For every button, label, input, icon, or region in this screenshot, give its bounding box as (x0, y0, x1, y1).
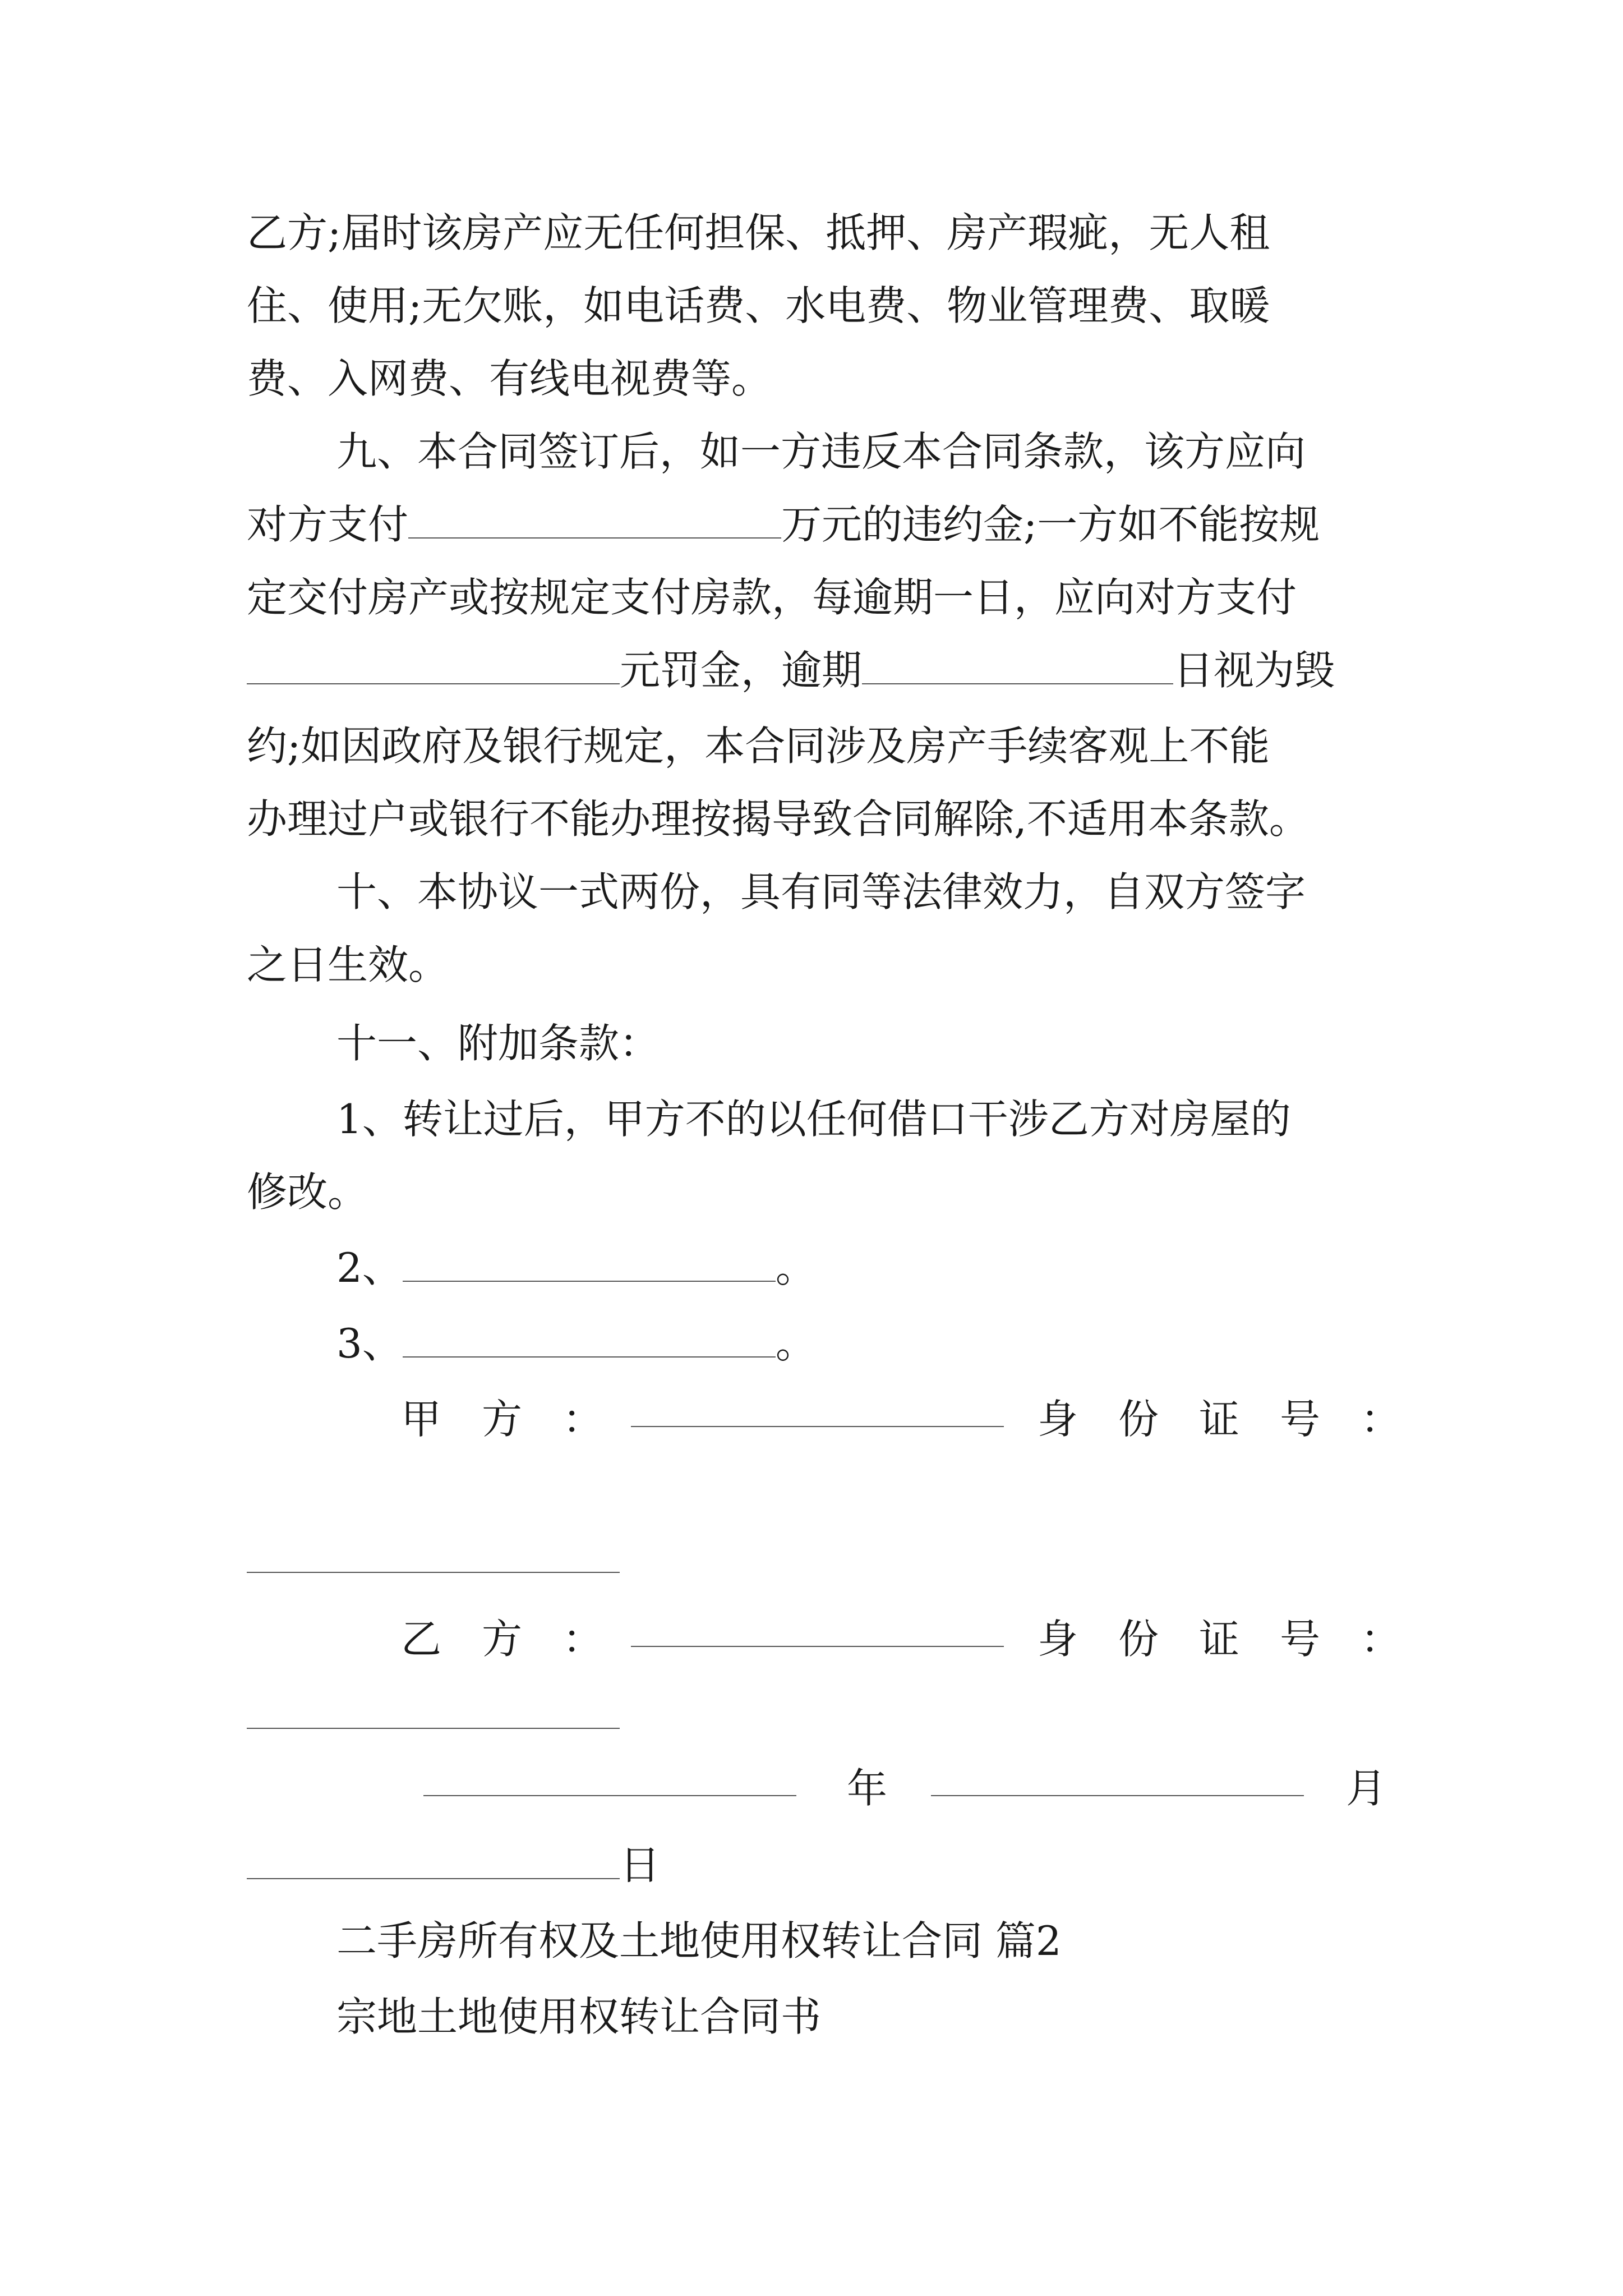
day-line (247, 1837, 660, 1893)
party-b-id-blank[interactable] (247, 1727, 620, 1729)
paragraph-line: 定交付房产或按规定支付房款，每逾期一日，应向对方支付 (247, 574, 1297, 621)
paragraph-line: 之日生效。 (247, 941, 449, 988)
text-segment: 。 (775, 1244, 816, 1291)
paragraph-line: 住、使用;无欠账，如电话费、水电费、物业管理费、取暖 (247, 282, 1270, 329)
fill-in-blank[interactable] (862, 648, 1173, 684)
month-label: 月 (1346, 1765, 1387, 1812)
fill-in-blank[interactable] (247, 648, 620, 684)
text-segment: 元罚金，逾期 (620, 647, 863, 694)
id-number-label: 身 份 证 号 ： (1038, 1616, 1401, 1663)
text-segment: 万元的违约金;一方如不能按规 (781, 501, 1320, 548)
party-a-label: 甲 方 ： (401, 1396, 603, 1443)
fill-in-blank[interactable] (408, 503, 781, 539)
additional-term-1: 1、转让过后，甲方不的以任何借口干涉乙方对房屋的 (336, 1096, 1291, 1143)
party-b-signature-row (247, 1611, 1401, 1667)
day-blank[interactable] (247, 1843, 620, 1879)
party-b-label: 乙 方 ： (401, 1616, 603, 1663)
text-segment: 3、 (336, 1320, 403, 1367)
fill-in-blank[interactable] (403, 1322, 776, 1358)
fill-in-blank[interactable] (403, 1246, 776, 1282)
text-segment: 2、 (336, 1244, 403, 1291)
paragraph-line: 办理过户或银行不能办理按揭导致合同解除,不适用本条款。 (247, 795, 1310, 843)
clause-10-line: 十、本协议一式两份，具有同等法律效力，自双方签字 (336, 868, 1306, 915)
paragraph-line: 修改。 (247, 1168, 368, 1216)
paragraph-line (247, 642, 1335, 698)
year-label: 年 (847, 1765, 888, 1812)
clause-9-line: 九、本合同签订后，如一方违反本合同条款，该方应向 (336, 428, 1306, 475)
month-blank[interactable] (931, 1760, 1304, 1796)
additional-term-3 (336, 1315, 816, 1372)
text-segment: 。 (775, 1320, 816, 1367)
paragraph-line: 约;如因政府及银行规定，本合同涉及房产手续客观上不能 (247, 723, 1270, 770)
day-label: 日 (620, 1842, 661, 1889)
additional-term-2 (336, 1240, 816, 1296)
clause-11-heading: 十一、附加条款： (336, 1020, 660, 1067)
paragraph-line (247, 496, 1320, 553)
year-blank[interactable] (423, 1760, 796, 1796)
party-b-name-blank[interactable] (631, 1611, 1004, 1647)
paragraph-line: 费、入网费、有线电视费等。 (247, 355, 772, 402)
paragraph-line: 乙方;届时该房产应无任何担保、抵押、房产瑕疵，无人租 (247, 209, 1270, 256)
party-a-id-blank[interactable] (247, 1571, 620, 1573)
id-number-label: 身 份 证 号 ： (1038, 1396, 1401, 1443)
text-segment: 对方支付 (247, 501, 409, 548)
text-segment: 日视为毁 (1173, 647, 1335, 694)
section-subtitle: 宗地土地使用权转让合同书 (336, 1993, 822, 2040)
party-a-name-blank[interactable] (631, 1391, 1004, 1427)
party-a-signature-row (247, 1391, 1401, 1447)
date-row (247, 1760, 1387, 1816)
section-title: 二手房所有权及土地使用权转让合同 篇2 (336, 1917, 1062, 1964)
